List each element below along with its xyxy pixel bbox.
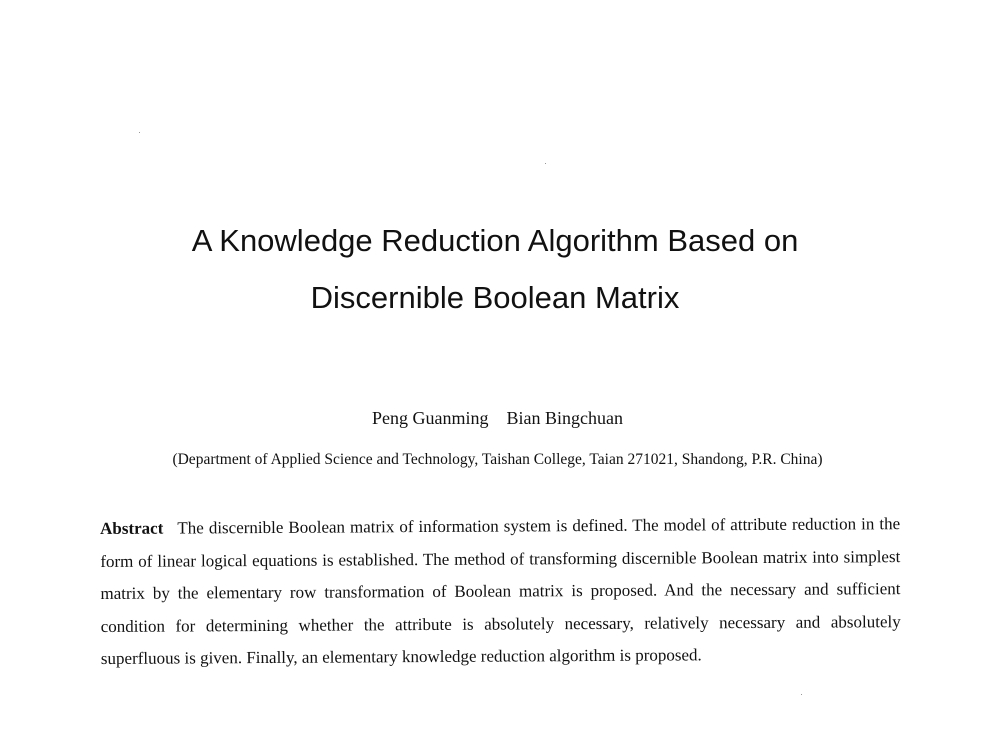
paper-title <box>0 212 990 326</box>
title-line-2: Discernible Boolean Matrix <box>310 280 680 315</box>
scan-speck <box>545 163 546 164</box>
abstract-text: The discernible Boolean matrix of information system is defined. The model of attribute reduction in the form of linear logical equations is established. The method of transforming discernible Boolean matrix into simplest matrix by the elementary row transformation of Boolean matrix is proposed. And the necessary and sufficient condition for determining whether the attribute is absolutely necessary, relatively necessary and absolutely superfluous is given. Finally, an elementary knowledge reduction algorithm is proposed. <box>100 514 901 668</box>
author-2: Bian Bingchuan <box>506 408 623 428</box>
abstract-label: Abstract <box>100 518 164 538</box>
affiliation: (Department of Applied Science and Technology, Taishan College, Taian 271021, Shandong, P.R. China) <box>172 451 823 468</box>
title-line-1: A Knowledge Reduction Algorithm Based on <box>191 223 799 258</box>
scan-speck <box>139 132 140 133</box>
abstract <box>100 508 901 675</box>
scan-speck <box>801 694 802 695</box>
author-1: Peng Guanming <box>372 408 489 428</box>
authors <box>0 408 995 429</box>
